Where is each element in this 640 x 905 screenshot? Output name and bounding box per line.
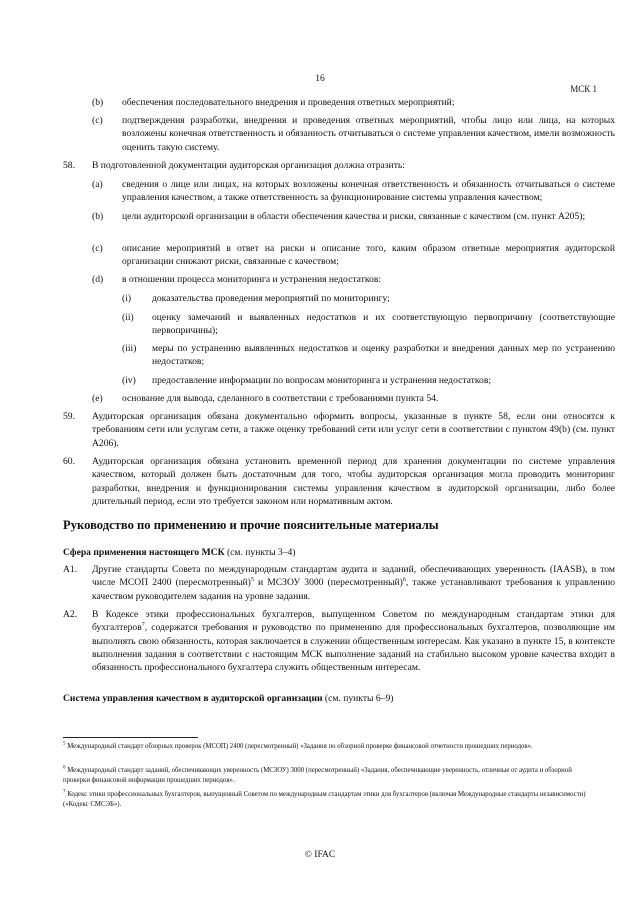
subheading-ref: (см. пункты 3–4) (224, 547, 296, 558)
subheading-title: Система управления качеством в аудиторской организации (63, 693, 323, 704)
footnote-text: Международный стандарт заданий, обеспечивающих уверенность (МСЗОУ) 3000 (пересмотренный) «Задания, обеспечивающие уверенность, отличные от аудита и обзорной проверки финансовой информации прошедших периодов». (63, 767, 572, 784)
footnote-mark: 5 (63, 741, 66, 747)
item-text: цели аудиторской организации в области обеспечения качества и риски, связанные с качеством (см. пункт A205); (122, 211, 586, 222)
subitem-label: (iii) (122, 343, 137, 354)
running-header: МСК 1 (570, 84, 597, 94)
item-text: описание мероприятий в ответ на риски и описание того, каким образом ответные мероприятия аудиторской организации снижают риски, связанные с качеством; (122, 243, 615, 268)
paragraph-text: Аудиторская организация обязана документально оформить вопросы, указанные в пункте 58, если они относятся к требованиям сети или услугам сети, а также оценку требований сети или услуг сети в соответствии с пунктом 49(b) (см. пункт A206). (92, 411, 615, 449)
subitem-text: доказательства проведения мероприятий по мониторингу; (152, 293, 390, 304)
paragraph-text: Аудиторская организация обязана установить временной период для хранения документации по системе управления качеством, который должен быть достаточным для того, чтобы аудиторская организация могла проводить мониторинг разработки, внедрения и функционирования системы управления качеством в аудиторской организации, либо более длительный период, если это требуется законом или нормативным актом. (92, 456, 615, 507)
item-label: (c) (92, 243, 103, 254)
paragraph-number: 59. (63, 411, 75, 422)
page-number: 16 (315, 74, 325, 84)
paragraph-number: 60. (63, 456, 75, 467)
paragraph-text (92, 563, 615, 603)
item-label: (b) (92, 97, 104, 108)
item-text: обеспечения последовательного внедрения и проведения ответных мероприятий; (122, 97, 455, 108)
page-footer: © IFAC (304, 850, 336, 860)
subheading-scope (63, 547, 296, 558)
text-run: , содержатся требования и руководство по применению для профессиональных бухгалтеров, позволяющие им выполнять свою обязанность, которая заключается в служении общественным интересам. Как указано в пункте 15, в контексте выполнения задания в соответствии с настоящим МСК выполнение заданий на стабильно высоком уровне качества входит в обязанность профессионального бухгалтера служить общественным интересам. (92, 622, 615, 674)
section-heading: Руководство по применению и прочие пояснительные материалы (63, 518, 439, 532)
text-run: В Кодексе этики профессиональных бухгалтеров, выпущенном Советом по международным стандартам этики для бухгалтеров (92, 609, 615, 634)
footnote-mark: 6 (63, 765, 66, 771)
paragraph-number: A1. (63, 564, 78, 575)
footnote-ref: 5 (250, 577, 254, 584)
subheading-title: Сфера применения настоящего МСК (63, 547, 225, 558)
subitem-label: (ii) (122, 312, 134, 323)
footnote-divider (63, 737, 198, 738)
text-run: Другие стандарты Совета по международным стандартам аудита и заданий, обеспечивающих уверенность (IAASB), в том числе МСОП 2400 (пересмотренный) (92, 564, 615, 589)
text-run: , также устанавливают требования к управлению качеством руководителем задания на уровне задания. (92, 577, 615, 602)
subitem-text: меры по устранению выявленных недостатков и оценку разработки и внедрения данных мер по устранению недостатков; (152, 343, 615, 368)
item-text: в отношении процесса мониторинга и устранения недостатков: (122, 274, 382, 285)
item-label: (d) (92, 274, 104, 285)
subheading-system (63, 693, 393, 704)
item-label: (c) (92, 115, 103, 126)
paragraph-number: A2. (63, 609, 78, 620)
footnote-ref: 6 (402, 577, 406, 584)
item-text: основание для вывода, сделанного в соответствии с требованиями пункта 54. (122, 393, 439, 404)
footnote-ref: 7 (141, 622, 145, 629)
footnote (63, 766, 598, 785)
footnote (63, 742, 598, 752)
subitem-text: предоставление информации по вопросам мониторинга и устранения недостатков; (152, 375, 492, 386)
subitem-label: (iv) (122, 375, 136, 386)
subitem-text: оценку замечаний и выявленных недостатков и их соответствующую первопричину (соответствующие первопричины); (152, 312, 615, 337)
footnote (63, 790, 598, 809)
footnote-text: Кодекс этики профессиональных бухгалтеров, выпущенный Советом по международным стандартам этики для бухгалтеров (включая Международные стандарты независимости) («Кодекс СМСЭБ»). (63, 791, 586, 808)
text-run: и МСЗОУ 3000 (пересмотренный) (253, 577, 403, 589)
footnote-text: Международный стандарт обзорных проверок (МСОП) 2400 (пересмотренный) «Задания по обзорной проверке финансовой отчетности прошедших периодов». (65, 743, 533, 750)
item-label: (e) (92, 393, 103, 404)
subheading-ref: (см. пункты 6–9) (322, 693, 394, 704)
item-text: подтверждения разработки, внедрения и проведения ответных мероприятий, чтобы лицо или лица, на которых возложены конечная ответственность и обязанность отчитываться о системе управления качеством, имели возможность оценить такую систему. (122, 115, 615, 153)
paragraph-number: 58. (63, 160, 75, 171)
footnote-mark: 7 (63, 789, 66, 795)
item-text: сведения о лице или лицах, на которых возложены конечная ответственность и обязанность отчитываться о системе управления качеством, а также ответственность за функционирование системы управления качеством; (122, 179, 615, 204)
item-label: (a) (92, 179, 103, 190)
paragraph-text: В подготовленной документации аудиторская организация должна отразить: (92, 160, 405, 171)
subitem-label: (i) (122, 293, 132, 304)
item-label: (b) (92, 211, 104, 222)
paragraph-text (92, 608, 615, 674)
